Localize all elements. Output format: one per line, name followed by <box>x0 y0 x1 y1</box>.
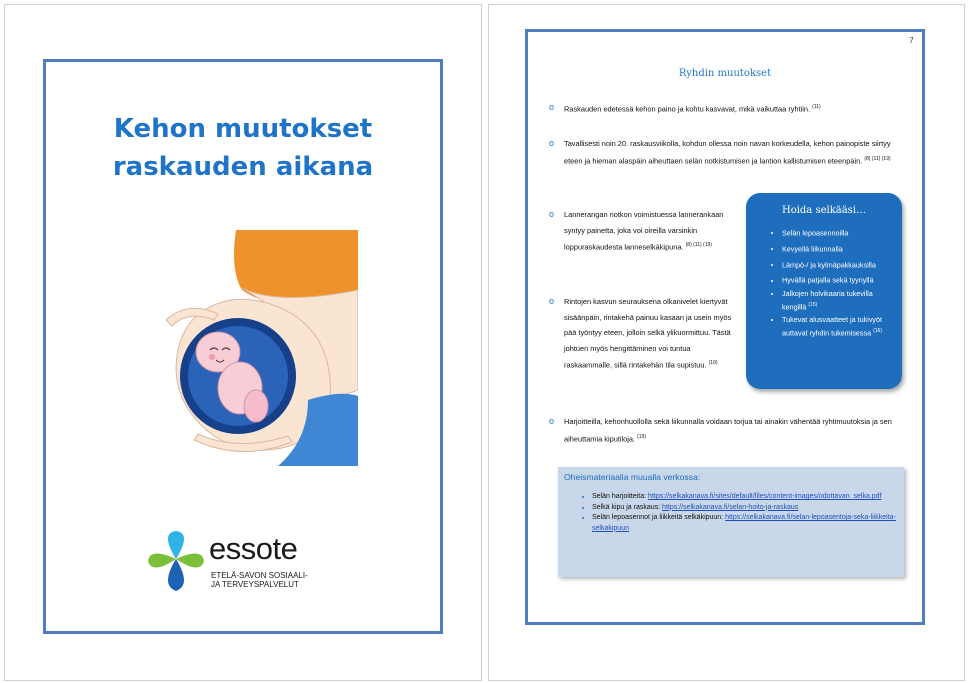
bullet-4: o Rintojen kasvun seurauksena olkanivelet kiertyvät sisäänpäin, rintakehä painuu kasaan ja usein myös pää työntyy eteen, jolloin selkä ylikuormittuu. Tästä johtuen myös hengittäminen voi tuntua raskaammalle, sillä rintakehän tila supistuu. $^{(19)}$ <box>549 296 732 370</box>
essote-logo <box>146 529 346 599</box>
list-item: • Selän harjoitteita: https://selkakanava.fi/sites/default/files/content-images/odottavan_selka.pdf <box>592 492 896 503</box>
list-item: • Selkä kipu ja raskaus: https://selkakanava.fi/selan-hoito-ja-raskaus <box>592 503 896 514</box>
list-item: • Kevyellä liikunnalla <box>782 242 896 255</box>
list-item: • Lämpö-/ ja kylmäpakkauksilla <box>782 258 896 271</box>
cover-page <box>4 4 482 681</box>
back-care-title: Hoida selkääsi… <box>781 205 867 216</box>
content-frame <box>525 29 925 625</box>
cover-frame <box>43 59 443 634</box>
bullet-marker-icon: o <box>549 209 555 219</box>
list-item: • Tukevat alusvaatteet ja tukivyöt auttavat ryhdin tukemisessa $^{(16)}$ <box>782 315 896 338</box>
extra-materials-list <box>558 492 904 534</box>
list-item: • Selän lepoasennoilla <box>782 226 896 239</box>
extra-materials-title: Oheismateriaalia muualla verkossa: <box>564 472 701 482</box>
content-page <box>488 4 965 681</box>
list-item: • Jalkojen holvikaaria tukevilla kengillä $^{(15)}$ <box>782 289 896 312</box>
cover-title <box>46 110 440 186</box>
link-rest-positions[interactable]: https://selkakanava.fi/selan-lepoasentoja-seka-liikkeita-selkakipuun <box>592 514 896 532</box>
section-title: Ryhdin muutokset <box>678 68 772 79</box>
logo-wordmark: essote <box>209 531 298 566</box>
pregnancy-illustration <box>158 230 358 466</box>
bullet-3: o Lannerangan notkon voimistuessa lannerankaan syntyy painetta, joka voi oireilla varsinkin loppuraskaudesta lanneselkäkipuna. $^{(8) (11) (19)}$ <box>549 209 724 252</box>
bullet-marker-icon: o <box>549 416 555 426</box>
back-care-box <box>746 193 902 389</box>
clover-logo-icon <box>146 529 208 595</box>
back-care-list <box>746 226 902 339</box>
cover-title-line2: raskauden aikana <box>112 152 374 182</box>
extra-materials-box <box>558 467 904 577</box>
link-back-pain-pregnancy[interactable]: https://selkakanava.fi/selan-hoito-ja-raskaus <box>662 503 799 511</box>
bullet-marker-icon: o <box>549 296 555 306</box>
link-back-exercises[interactable]: https://selkakanava.fi/sites/default/files/content-images/odottavan_selka.pdf <box>648 493 882 500</box>
cover-title-line1: Kehon muutokset <box>113 114 373 144</box>
list-item: • Hyvällä patjalla sekä tyynyllä <box>782 273 896 286</box>
bullet-marker-icon: o <box>549 102 555 112</box>
bullet-2: o Tavallisesti noin 20. raskausviikolla, kohdun ollessa noin navan korkeudella, kehon painopiste siirtyy eteen ja hieman alaspäin aiheuttaen selän notkistumisen ja lantion kallistumisen eteenpäin. $^{(8) (11) (19)}$ <box>549 138 891 165</box>
logo-subtitle: ETELÄ-SAVON SOSIAALI- JA TERVEYSPALVELUT <box>211 571 308 589</box>
bullet-1: o Raskauden edetessä kehon paino ja kohtu kasvavat, mikä vaikuttaa ryhtiin. $^{(11)}$ <box>564 100 904 117</box>
bullet-5: o Harjoitteilla, kehonhuollolla sekä liikunnalla voidaan torjua tai ainakin vähentää ryhtimuutoksia ja sen aiheuttamia kiputiloja. $^{(19)}$ <box>549 416 892 443</box>
bullet-marker-icon: o <box>549 138 555 148</box>
page-number: 7 <box>908 36 914 45</box>
list-item: • Selän lepoasennot ja liikkeitä selkäkipuun: https://selkakanava.fi/selan-lepoasentoja-seka-liikkeita-selkakipuun <box>592 513 896 534</box>
